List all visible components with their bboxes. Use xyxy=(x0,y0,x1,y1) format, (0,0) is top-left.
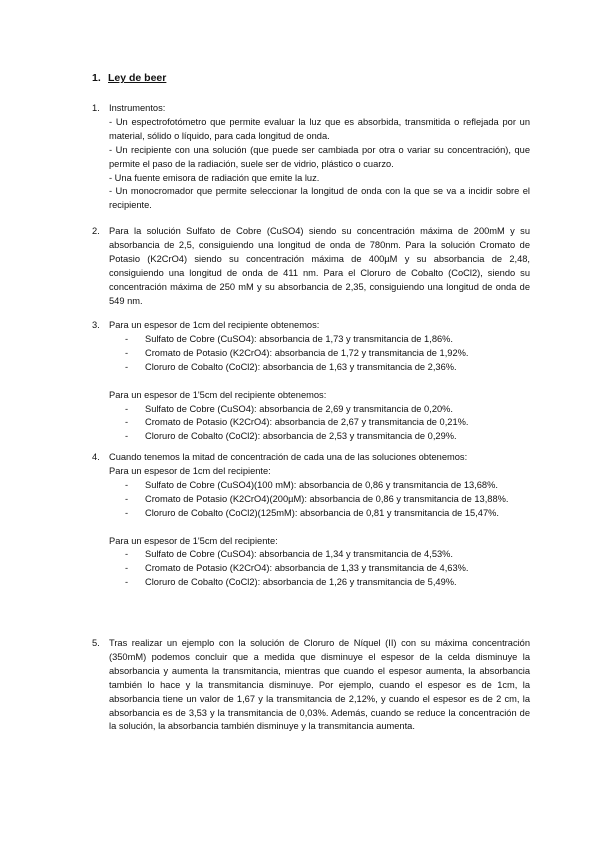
list-item: - Sulfato de Cobre (CuSO4): absorbancia de 1,73 y transmitancia de 1,86%. xyxy=(109,333,530,347)
section-4-mitad-concentracion xyxy=(92,451,530,590)
section-number: 1. xyxy=(92,103,100,113)
section-1-instrumentos xyxy=(92,102,530,213)
title-number: 1. xyxy=(92,72,101,84)
section-number: 5. xyxy=(92,638,100,648)
result-list xyxy=(109,548,530,590)
instrument-line: - Una fuente emisora de radiación que emite la luz. xyxy=(109,172,320,183)
instrument-line: - Un espectrofotómetro que permite evaluar la luz que es absorbida, transmitida o reflejada por un material, sólido o líquido, para cada longitud de onda. xyxy=(109,116,530,141)
section-5-conclusion xyxy=(92,637,530,734)
section-3-espesor xyxy=(92,319,530,444)
list-item: - Cloruro de Cobalto (CoCl2): absorbancia de 1,63 y transmitancia de 2,36%. xyxy=(109,361,530,375)
section-number: 3. xyxy=(92,320,100,330)
group-intro: Para un espesor de 1'5cm del recipiente: xyxy=(109,535,278,546)
list-item: - Sulfato de Cobre (CuSO4)(100 mM): absorbancia de 0,86 y transmitancia de 13,68%. xyxy=(109,479,530,493)
result-list xyxy=(109,333,530,375)
list-item: - Cloruro de Cobalto (CoCl2)(125mM): absorbancia de 0,81 y transmitancia de 15,47%. xyxy=(109,507,530,521)
instrument-line: - Un recipiente con una solución (que puede ser cambiada por otra o variar su concentración), que permite el paso de la radiación, suele ser de vidrio, plástico o cuarzo. xyxy=(109,144,530,169)
list-item: - Cromato de Potasio (K2CrO4): absorbancia de 1,72 y transmitancia de 1,92%. xyxy=(109,347,530,361)
section-2-concentraciones xyxy=(92,225,530,308)
section-number: 2. xyxy=(92,226,100,236)
section-paragraph: Tras realizar un ejemplo con la solución de Cloruro de Níquel (II) con su máxima concentración (350mM) podemos concluir que a medida que disminuye el espesor de la celda disminuye la absorbancia y aumenta la transmitancia, mientras que cuando el espesor aumenta, la absorbancia también lo hace y la transmitancia disminuye. Por ejemplo, cuando el espesor es de 1cm, la absorbancia tiene un valor de 1,67 y la transmitancia de 2,12%, y cuando el espesor es de 2 cm, la absorbancia es de 3,53 y la transmitancia de 0,03%. Además, cuando se reduce la concentración de la solución, la absorbancia también disminuye y la transmitancia aumenta. xyxy=(109,638,530,732)
list-item: - Cloruro de Cobalto (CoCl2): absorbancia de 2,53 y transmitancia de 0,29%. xyxy=(109,430,530,444)
section-heading: Cuando tenemos la mitad de concentración de cada una de las soluciones obtenemos: xyxy=(109,452,468,462)
list-item: - Sulfato de Cobre (CuSO4): absorbancia de 1,34 y transmitancia de 4,53%. xyxy=(109,548,530,562)
title-text: Ley de beer xyxy=(108,72,167,84)
list-item: - Cromato de Potasio (K2CrO4): absorbancia de 2,67 y transmitancia de 0,21%. xyxy=(109,416,530,430)
group-intro: Para un espesor de 1cm del recipiente obtenemos: xyxy=(109,320,320,330)
document-title xyxy=(92,72,166,86)
group-intro: Para un espesor de 1cm del recipiente: xyxy=(109,465,271,476)
result-list xyxy=(109,479,530,521)
section-paragraph: Para la solución Sulfato de Cobre (CuSO4) siendo su concentración máxima de 200mM y su absorbancia de 2,5, consiguiendo una longitud de onda de 780nm. Para la solución Cromato de Potasio (K2CrO4) siendo su concentración máxima de 400µM y su absorbancia de 2,48, consiguiendo una longitud de onda de 411 nm. Para el Cloruro de Cobalto (CoCl2), siendo su concentración máxima de 250 mM y su absorbancia de 2,35, consiguiendo una longitud de onda de 549 nm. xyxy=(109,226,530,306)
list-item: - Sulfato de Cobre (CuSO4): absorbancia de 2,69 y transmitancia de 0,20%. xyxy=(109,403,530,417)
section-heading: Instrumentos: xyxy=(109,103,166,113)
list-item: - Cloruro de Cobalto (CoCl2): absorbancia de 1,26 y transmitancia de 5,49%. xyxy=(109,576,530,590)
list-item: - Cromato de Potasio (K2CrO4): absorbancia de 1,33 y transmitancia de 4,63%. xyxy=(109,562,530,576)
group-intro: Para un espesor de 1'5cm del recipiente obtenemos: xyxy=(109,389,327,400)
instrument-line: - Un monocromador que permite seleccionar la longitud de onda con la que se va a incidir sobre el recipiente. xyxy=(109,186,530,211)
result-list xyxy=(109,403,530,445)
list-item: - Cromato de Potasio (K2CrO4)(200µM): absorbancia de 0,86 y transmitancia de 13,88%. xyxy=(109,493,530,507)
section-number: 4. xyxy=(92,452,100,462)
